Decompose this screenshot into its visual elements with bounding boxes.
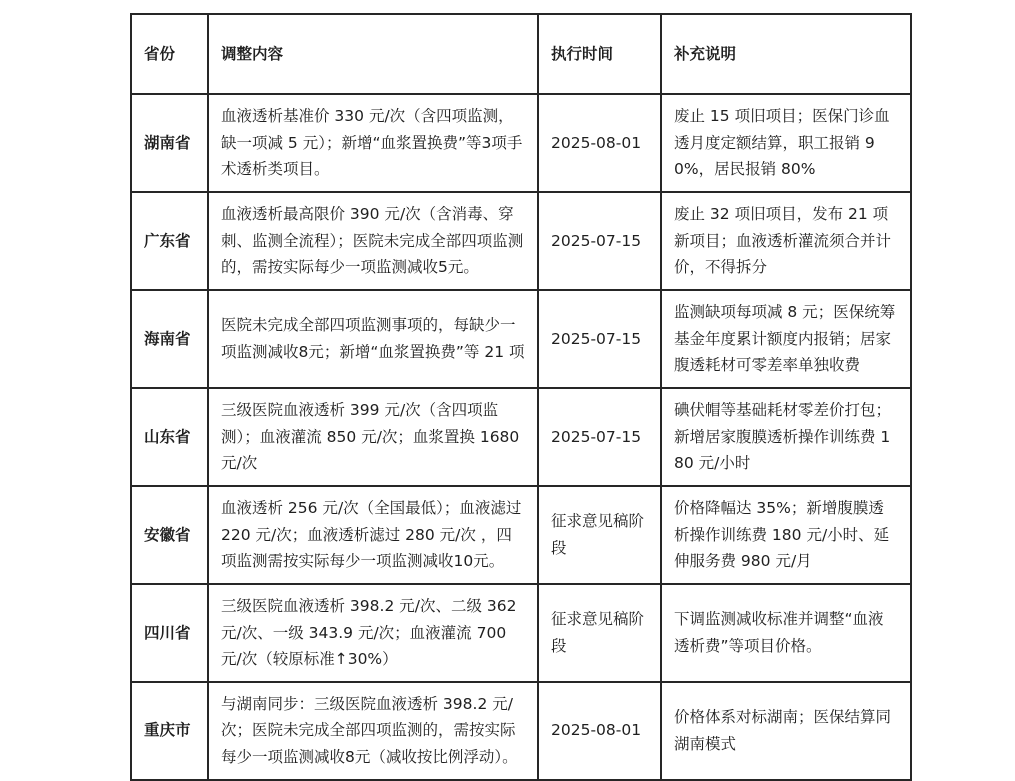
cell-note: 价格体系对标湖南；医保结算同湖南模式 [661, 682, 911, 780]
cell-province: 重庆市 [131, 682, 208, 780]
cell-province: 湖南省 [131, 94, 208, 192]
cell-province: 四川省 [131, 584, 208, 682]
cell-province: 海南省 [131, 290, 208, 388]
table-header [131, 14, 911, 94]
header-content: 调整内容 [208, 14, 538, 94]
cell-time: 征求意见稿阶段 [538, 584, 661, 682]
table-row [131, 682, 911, 780]
cell-content: 医院未完成全部四项监测事项的，每缺少一项监测减收8元；新增“血浆置换费”等 21 项 [208, 290, 538, 388]
table-container [130, 13, 912, 781]
table-row [131, 388, 911, 486]
cell-note: 价格降幅达 35%；新增腹膜透析操作训练费 180 元/小时、延伸服务费 980 元/月 [661, 486, 911, 584]
table-row [131, 192, 911, 290]
header-note: 补充说明 [661, 14, 911, 94]
cell-content: 血液透析基准价 330 元/次（含四项监测，缺一项减 5 元）；新增“血浆置换费”等3项手术透析类项目。 [208, 94, 538, 192]
cell-province: 安徽省 [131, 486, 208, 584]
table-row [131, 584, 911, 682]
header-province: 省份 [131, 14, 208, 94]
cell-province: 广东省 [131, 192, 208, 290]
cell-note: 废止 15 项旧项目；医保门诊血透月度定额结算，职工报销 90%，居民报销 80% [661, 94, 911, 192]
table-row [131, 290, 911, 388]
cell-time: 2025-07-15 [538, 290, 661, 388]
cell-province: 山东省 [131, 388, 208, 486]
header-row [131, 14, 911, 94]
cell-content: 三级医院血液透析 398.2 元/次、二级 362 元/次、一级 343.9 元/次；血液灌流 700 元/次（较原标准↑30%） [208, 584, 538, 682]
cell-note: 下调监测减收标准并调整“血液透析费”等项目价格。 [661, 584, 911, 682]
cell-time: 2025-07-15 [538, 192, 661, 290]
cell-note: 监测缺项每项减 8 元；医保统筹基金年度累计额度内报销；居家腹透耗材可零差率单独收费 [661, 290, 911, 388]
cell-content: 三级医院血液透析 399 元/次（含四项监测）；血液灌流 850 元/次；血浆置换 1680 元/次 [208, 388, 538, 486]
table-body [131, 94, 911, 780]
cell-note: 碘伏帽等基础耗材零差价打包；新增居家腹膜透析操作训练费 180 元/小时 [661, 388, 911, 486]
cell-time: 2025-07-15 [538, 388, 661, 486]
cell-content: 血液透析最高限价 390 元/次（含消毒、穿刺、监测全流程）；医院未完成全部四项监测的，需按实际每少一项监测减收5元。 [208, 192, 538, 290]
cell-time: 2025-08-01 [538, 94, 661, 192]
table-row [131, 486, 911, 584]
table-row [131, 94, 911, 192]
dialysis-pricing-table [130, 13, 912, 781]
cell-time: 2025-08-01 [538, 682, 661, 780]
cell-content: 血液透析 256 元/次（全国最低）；血液滤过 220 元/次；血液透析滤过 280 元/次 ，四项监测需按实际每少一项监测减收10元。 [208, 486, 538, 584]
cell-time: 征求意见稿阶段 [538, 486, 661, 584]
header-time: 执行时间 [538, 14, 661, 94]
cell-note: 废止 32 项旧项目，发布 21 项新项目；血液透析灌流须合并计价，不得拆分 [661, 192, 911, 290]
cell-content: 与湖南同步：三级医院血液透析 398.2 元/次；医院未完成全部四项监测的，需按实际每少一项监测减收8元（减收按比例浮动）。 [208, 682, 538, 780]
